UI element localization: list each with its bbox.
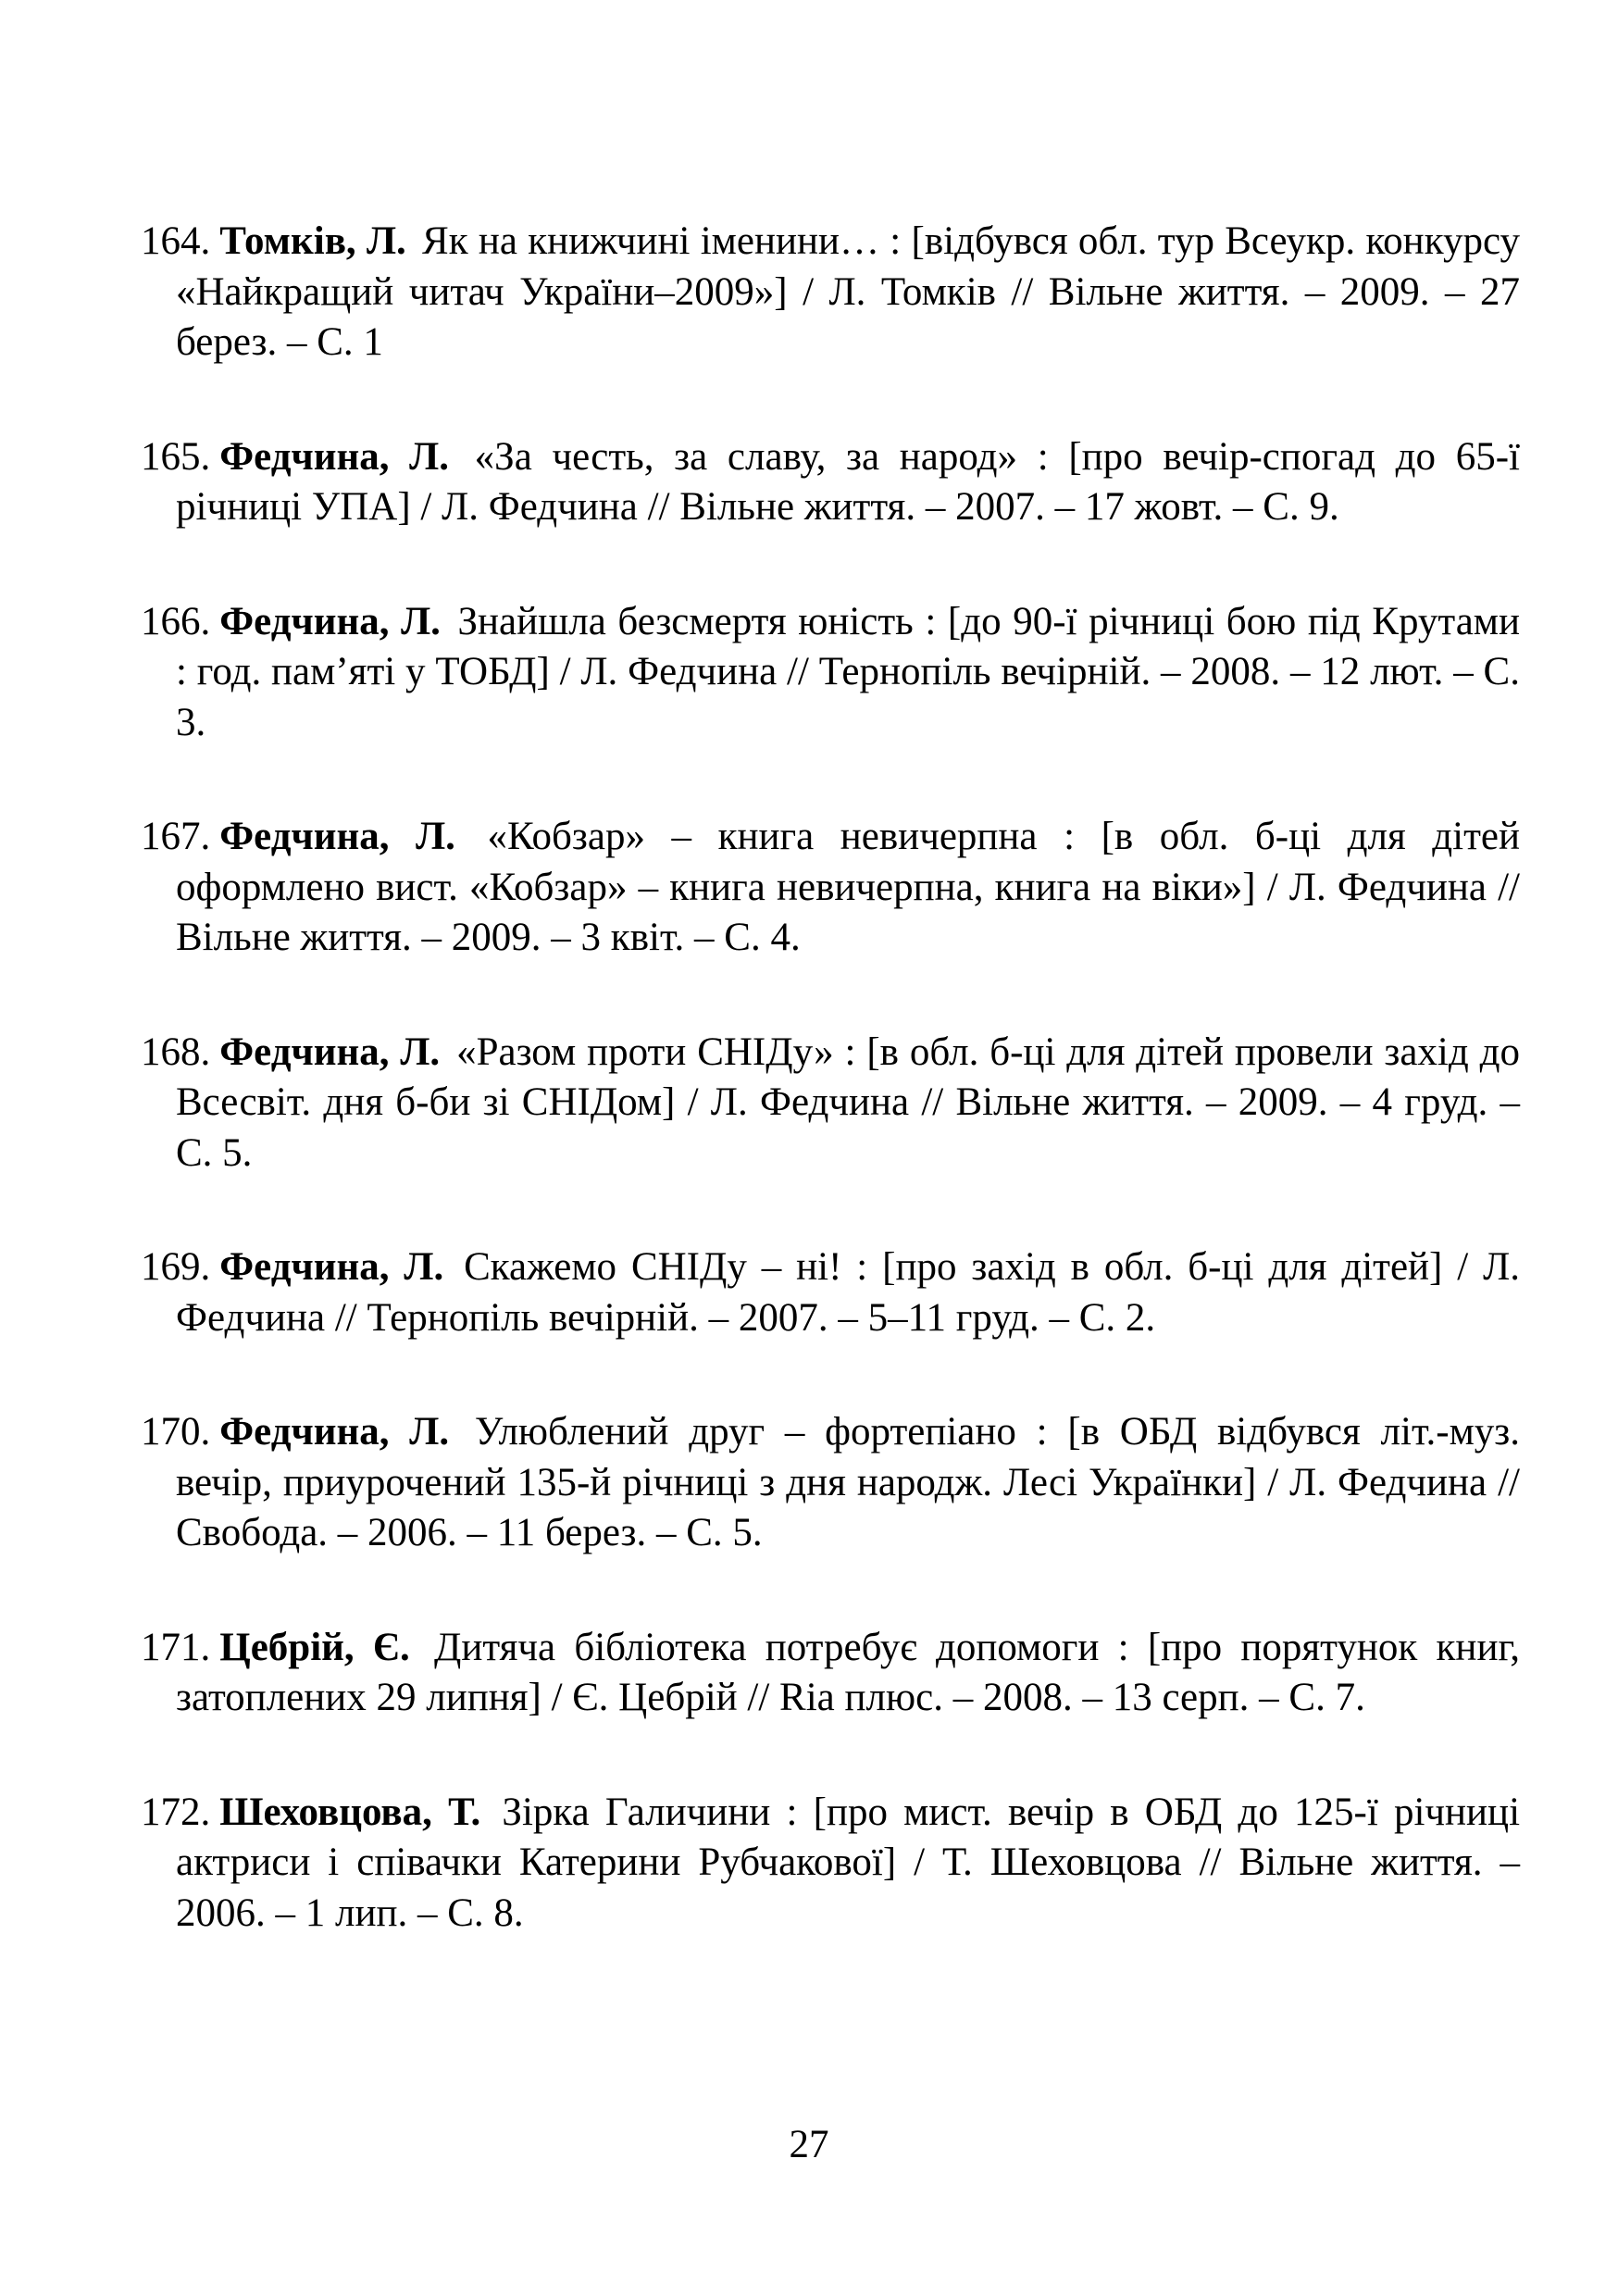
entry-author: Шеховцова, Т. (219, 1790, 481, 1834)
bibliography-list (141, 217, 1520, 2003)
entry-number: 167. (141, 815, 211, 858)
bibliography-entry (141, 1788, 1520, 1940)
entry-number: 172. (141, 1790, 211, 1834)
entry-text: Знайшла безсмертя юність : [до 90-ї річниці бою під Крутами : год. пам’яті у ТОБД] / Л. Федчина // Тернопіль вечірній. – 2008. – 12 лют. – С. 3. (176, 599, 1520, 744)
bibliography-entry (141, 1407, 1520, 1559)
entry-text: Дитяча бібліотека потребує допомоги : [про порятунок книг, затоплених 29 липня] / Є. Цебрій // Ria плюс. – 2008. – 13 серп. – С. 7. (176, 1625, 1520, 1719)
entry-author: Федчина, Л. (219, 815, 455, 858)
bibliography-entry (141, 1028, 1520, 1179)
bibliography-entry (141, 217, 1520, 368)
entry-text: Як на книжчині іменини… : [відбувся обл. тур Всеукр. конкурсу «Найкращий читач України–2009»] / Л. Томків // Вільне життя. – 2009. – 27 берез. – С. 1 (176, 219, 1520, 364)
entry-number: 170. (141, 1410, 211, 1454)
entry-text: «Разом проти СНІДу» : [в обл. б-ці для дітей провели захід до Всесвіт. дня б-би зі СНІДом] / Л. Федчина // Вільне життя. – 2009. – 4 груд. – С. 5. (176, 1029, 1521, 1175)
entry-author: Федчина, Л. (219, 1029, 441, 1074)
bibliography-entry (141, 812, 1520, 964)
entry-text: Улюблений друг – фортепіано : [в ОБД відбувся літ.-муз. вечір, приурочений 135-й річниці з дня народж. Лесі Українки] / Л. Федчина // Свобода. – 2006. – 11 берез. – С. 5. (176, 1410, 1521, 1554)
bibliography-entry (141, 597, 1520, 749)
bibliography-entry (141, 1242, 1520, 1343)
entry-author: Федчина, Л. (219, 434, 449, 479)
entry-text: Зірка Галичини : [про мист. вечір в ОБД до 125-ї річниці актриси і співачки Катерини Рубчакової] / Т. Шеховцова // Вільне життя. – 2006. – 1 лип. – С. 8. (176, 1790, 1521, 1935)
page-number: 27 (789, 2123, 829, 2166)
entry-author: Томків, Л. (219, 219, 406, 263)
entry-number: 171. (141, 1625, 211, 1669)
entry-number: 164. (141, 219, 211, 263)
entry-number: 168. (141, 1029, 211, 1074)
bibliography-entry (141, 432, 1520, 533)
entry-author: Федчина, Л. (219, 1245, 444, 1289)
entry-author: Федчина, Л. (219, 599, 441, 643)
entry-author: Цебрій, Є. (219, 1625, 410, 1669)
entry-text: «За честь, за славу, за народ» : [про вечір-спогад до 65-ї річниці УПА] / Л. Федчина // Вільне життя. – 2007. – 17 жовт. – С. 9. (176, 434, 1521, 529)
entry-number: 169. (141, 1245, 211, 1289)
bibliography-entry (141, 1623, 1520, 1724)
entry-text: Скажемо СНІДу – ні! : [про захід в обл. б-ці для дітей] / Л. Федчина // Тернопіль вечірній. – 2007. – 5–11 груд. – С. 2. (176, 1245, 1521, 1340)
entry-number: 165. (141, 434, 211, 479)
entry-number: 166. (141, 599, 211, 643)
entry-text: «Кобзар» – книга невичерпна : [в обл. б-ці для дітей оформлено вист. «Кобзар» – книга невичерпна, книга на віки»] / Л. Федчина // Вільне життя. – 2009. – 3 квіт. – С. 4. (176, 815, 1521, 959)
entry-author: Федчина, Л. (219, 1410, 450, 1454)
